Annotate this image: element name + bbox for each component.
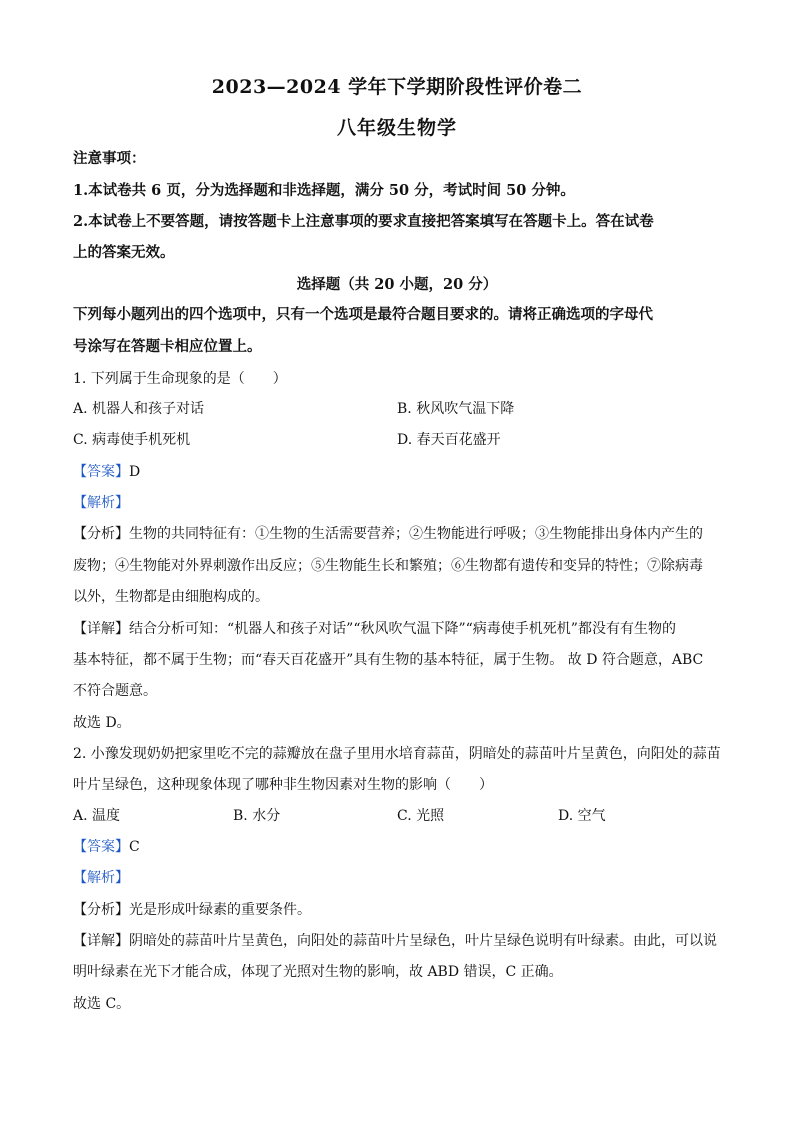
fenxi-label: 【分析】 <box>73 526 129 542</box>
q1-stem: 1. 下列属于生命现象的是（ ） <box>73 371 287 387</box>
notice-heading: 注意事项： <box>73 150 146 167</box>
detail-label: 【详解】 <box>73 621 129 637</box>
q1-option-b: B. 秋风吹气温下降 <box>397 401 515 417</box>
q1-detail-line-1 <box>73 619 723 639</box>
q2-fenxi-line <box>73 900 723 920</box>
q2-option-b: B. 水分 <box>233 808 281 824</box>
exam-title: 2023—2024 学年下学期阶段性评价卷二 <box>211 76 583 98</box>
q1-answer-value: D <box>129 464 141 480</box>
q2-stem-line-1: 2. 小豫发现奶奶把家里吃不完的蒜瓣放在盘子里用水培育蒜苗，阴暗处的蒜苗叶片呈黄色，向阳处的蒜苗 <box>73 746 721 762</box>
section-instruction-line-1: 下列每小题列出的四个选项中，只有一个选项是最符合题目要求的。请将正确选项的字母代 <box>73 306 653 323</box>
q2-analysis-label <box>73 868 723 888</box>
detail-label: 【详解】 <box>73 933 129 949</box>
notice-item-2-line-2: 上的答案无效。 <box>73 244 175 261</box>
q2-option-c: C. 光照 <box>397 808 445 824</box>
q1-fenxi-line-1 <box>73 524 723 544</box>
fenxi-label: 【分析】 <box>73 902 129 918</box>
q1-fenxi-line-2: 废物；④生物能对外界刺激作出反应；⑤生物能生长和繁殖；⑥生物都有遗传和变异的特性；⑦除病毒 <box>73 558 703 574</box>
q2-detail-line-1 <box>73 931 723 951</box>
q1-conclusion: 故选 D。 <box>73 715 131 731</box>
q1-detail-text-1: 结合分析可知：“机器人和孩子对话”“秋风吹气温下降”“病毒使手机死机”都没有有生物的 <box>129 621 676 637</box>
q2-conclusion: 故选 C。 <box>73 996 131 1012</box>
q2-answer-line <box>73 837 723 857</box>
q2-option-a: A. 温度 <box>73 808 121 824</box>
answer-label: 【答案】 <box>73 464 129 480</box>
exam-subtitle: 八年级生物学 <box>336 117 457 139</box>
q1-fenxi-line-3: 以外，生物都是由细胞构成的。 <box>73 589 269 605</box>
notice-item-2-line-1: 2.本试卷上不要答题，请按答题卡上注意事项的要求直接把答案填写在答题卡上。答在试卷 <box>73 213 654 230</box>
q1-option-c: C. 病毒使手机死机 <box>73 432 191 448</box>
q2-fenxi-text: 光是形成叶绿素的重要条件。 <box>129 902 311 918</box>
q1-option-a: A. 机器人和孩子对话 <box>73 401 205 417</box>
q1-fenxi-text-1: 生物的共同特征有：①生物的生活需要营养；②生物能进行呼吸；③生物能排出身体内产生的 <box>129 526 703 542</box>
q1-detail-line-2: 基本特征，都不属于生物；而“春天百花盛开”具有生物的基本特征，属于生物。 故 D 符合题意，ABC <box>73 652 704 668</box>
q2-option-d: D. 空气 <box>558 808 606 824</box>
analysis-label: 【解析】 <box>73 495 129 511</box>
q1-analysis-label <box>73 493 723 513</box>
notice-item-1: 1.本试卷共 6 页，分为选择题和非选择题，满分 50 分，考试时间 50 分钟。 <box>73 182 575 199</box>
answer-label: 【答案】 <box>73 839 129 855</box>
q2-answer-value: C <box>129 839 140 855</box>
q1-option-d: D. 春天百花盛开 <box>397 432 501 448</box>
q2-stem-line-2: 叶片呈绿色，这种现象体现了哪种非生物因素对生物的影响（ ） <box>73 777 493 793</box>
q2-detail-text-1: 阴暗处的蒜苗叶片呈黄色，向阳处的蒜苗叶片呈绿色，叶片呈绿色说明有叶绿素。由此，可以说 <box>129 933 717 949</box>
section-instruction-line-2: 号涂写在答题卡相应位置上。 <box>73 338 262 355</box>
section-title: 选择题（共 20 小题，20 分） <box>296 276 498 293</box>
q1-answer-line <box>73 462 723 482</box>
q1-detail-line-3: 不符合题意。 <box>73 683 157 699</box>
q2-detail-line-2: 明叶绿素在光下才能合成，体现了光照对生物的影响，故 ABD 错误，C 正确。 <box>73 964 563 980</box>
analysis-label: 【解析】 <box>73 870 129 886</box>
